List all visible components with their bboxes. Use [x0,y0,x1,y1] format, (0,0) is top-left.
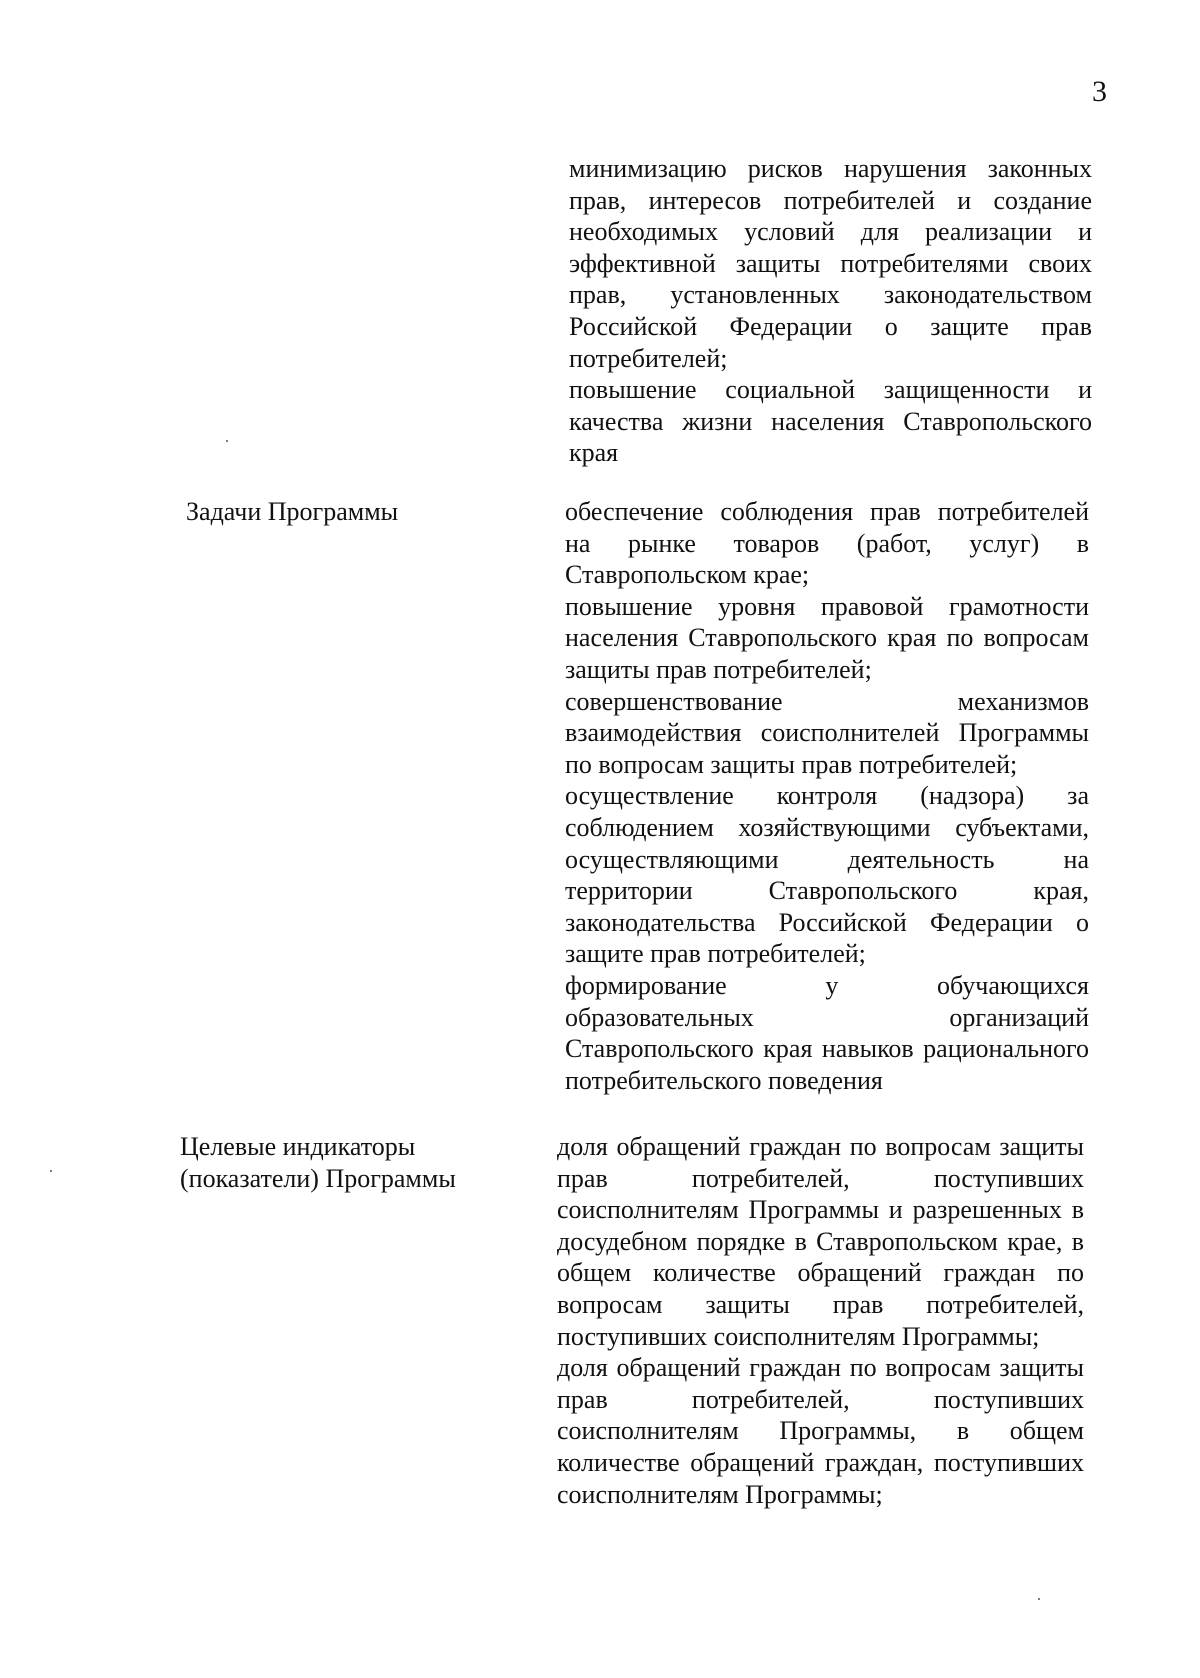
page-number: 3 [1092,75,1107,108]
row-value [557,1131,1084,1510]
scan-speck [1038,1598,1040,1600]
value-paragraph: осуществление контроля (надзора) за соблюдением хозяйствующими субъектами, осуществляющими деятельность на территории Ставропольского края, законодательства Российской Федерации о защите прав потребителей; [565,781,1089,969]
row-label: Целевые индикаторы (показатели) Программы [180,1132,456,1193]
row-value [569,153,1092,469]
row-label: Задачи Программы [186,497,399,526]
value-paragraph: повышение социальной защищенности и качества жизни населения Ставропольского края [569,375,1092,468]
value-paragraph: доля обращений граждан по вопросам защиты прав потребителей, поступивших соисполнителям Программы и разрешенных в досудебном порядке в Ставропольском крае, в общем количестве обращений граждан по вопросам защиты прав потребителей, поступивших соисполнителям Программы; [557,1132,1084,1351]
value-paragraph: доля обращений граждан по вопросам защиты прав потребителей, поступивших соисполнителям Программы, в общем количестве обращений граждан, поступивших соисполнителям Программы; [557,1353,1084,1509]
value-paragraph: минимизацию рисков нарушения законных прав, интересов потребителей и создание необходимых условий для реализации и эффективной защиты потребителями своих прав, установленных законодательством Российской Федерации о защите прав потребителей; [569,154,1092,373]
row-value [565,496,1089,1096]
value-paragraph: обеспечение соблюдения прав потребителей на рынке товаров (работ, услуг) в Ставропольском крае; [565,497,1089,590]
value-paragraph: совершенствование механизмов взаимодействия соисполнителей Программы по вопросам защиты прав потребителей; [565,686,1089,779]
value-paragraph: повышение уровня правовой грамотности населения Ставропольского края по вопросам защиты прав потребителей; [565,591,1089,684]
scan-speck [50,1170,52,1172]
value-paragraph: формирование у обучающихся образовательных организаций Ставропольского края навыков рационального потребительского поведения [565,970,1089,1095]
scan-speck [226,440,228,442]
